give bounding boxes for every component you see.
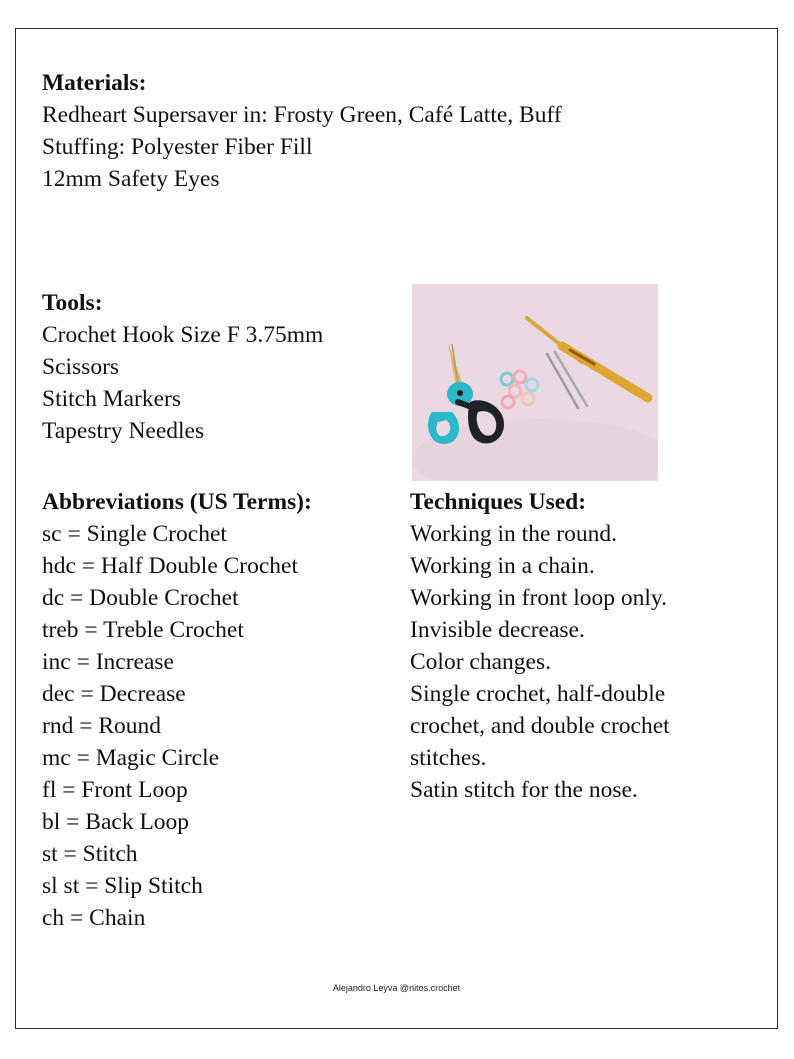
abbreviations-heading: Abbreviations (US Terms): bbox=[42, 489, 312, 515]
crochet-tools-illustration bbox=[412, 284, 658, 481]
abbreviation-item: mc = Magic Circle bbox=[42, 745, 220, 771]
author-credit: Alejandro Leyva @nitos.crochet bbox=[332, 983, 461, 993]
tools-item: Crochet Hook Size F 3.75mm bbox=[42, 322, 324, 348]
abbreviation-item: rnd = Round bbox=[42, 713, 162, 739]
techniques-section bbox=[410, 486, 740, 806]
abbreviations-section bbox=[42, 486, 312, 934]
abbreviation-item: dc = Double Crochet bbox=[42, 585, 239, 611]
abbreviation-item: sl st = Slip Stitch bbox=[42, 873, 203, 899]
tools-section bbox=[42, 287, 323, 447]
technique-item: Color changes. bbox=[410, 649, 551, 675]
abbreviation-item: st = Stitch bbox=[42, 841, 138, 867]
abbreviation-item: bl = Back Loop bbox=[42, 809, 190, 835]
tools-item: Scissors bbox=[42, 354, 120, 380]
crochet-tools-photo bbox=[412, 284, 658, 481]
materials-item: Stuffing: Polyester Fiber Fill bbox=[42, 134, 313, 160]
technique-item: Single crochet, half-double crochet, and double crochet stitches. bbox=[410, 681, 670, 771]
techniques-heading: Techniques Used: bbox=[410, 489, 587, 515]
technique-item: Working in front loop only. bbox=[410, 585, 668, 611]
technique-item: Working in a chain. bbox=[410, 553, 595, 579]
abbreviation-item: hdc = Half Double Crochet bbox=[42, 553, 299, 579]
tools-item: Stitch Markers bbox=[42, 386, 182, 412]
technique-item: Working in the round. bbox=[410, 521, 617, 547]
abbreviation-item: ch = Chain bbox=[42, 905, 146, 931]
materials-heading: Materials: bbox=[42, 70, 147, 96]
technique-item: Satin stitch for the nose. bbox=[410, 777, 638, 803]
abbreviation-item: inc = Increase bbox=[42, 649, 174, 675]
abbreviation-item: sc = Single Crochet bbox=[42, 521, 227, 547]
abbreviation-item: dec = Decrease bbox=[42, 681, 186, 707]
technique-item: Invisible decrease. bbox=[410, 617, 585, 643]
abbreviation-item: treb = Treble Crochet bbox=[42, 617, 244, 643]
tools-item: Tapestry Needles bbox=[42, 418, 205, 444]
materials-item: Redheart Supersaver in: Frosty Green, Café Latte, Buff bbox=[42, 102, 562, 128]
pattern-page bbox=[15, 28, 778, 1029]
materials-section bbox=[42, 67, 562, 195]
materials-item: 12mm Safety Eyes bbox=[42, 166, 220, 192]
tools-heading: Tools: bbox=[42, 290, 103, 316]
abbreviation-item: fl = Front Loop bbox=[42, 777, 188, 803]
